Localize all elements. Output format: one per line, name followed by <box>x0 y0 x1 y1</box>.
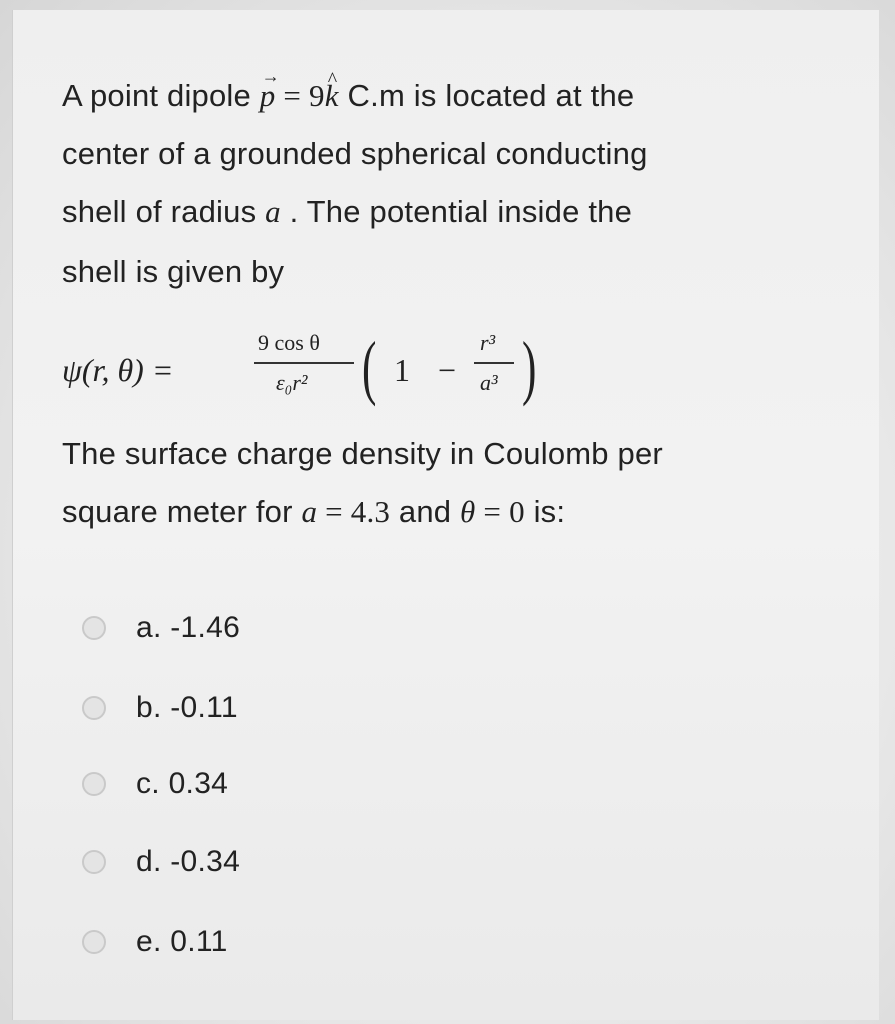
question-line-2: center of a grounded spherical conducting <box>62 136 648 171</box>
equation-minus: − <box>438 352 457 388</box>
question-line-1 <box>62 76 634 116</box>
radio-button[interactable] <box>82 850 106 874</box>
question-line-5: The surface charge density in Coulomb per <box>62 436 663 471</box>
option-label: b. -0.11 <box>136 691 238 724</box>
question-line-3 <box>62 192 632 232</box>
option-label: a. -1.46 <box>136 611 241 644</box>
left-paren: ( <box>362 327 377 407</box>
unit-vector-k: ^ k <box>325 76 339 116</box>
text: C.m is located at the <box>338 78 635 113</box>
potential-equation <box>62 322 582 412</box>
option-label: e. 0.11 <box>136 925 228 958</box>
fraction-denominator: ε₀r² <box>276 370 308 395</box>
fraction2-numerator: r³ <box>480 330 496 355</box>
equation-one: 1 <box>394 352 410 388</box>
equation-lhs: ψ(r, θ) = <box>62 352 174 388</box>
radio-button[interactable] <box>82 616 106 640</box>
text: = 4.3 <box>317 494 391 529</box>
radio-button[interactable] <box>82 930 106 954</box>
fraction2-bar <box>474 362 514 364</box>
text: and <box>390 494 461 529</box>
question-line-4: shell is given by <box>62 254 285 289</box>
answer-option-e[interactable] <box>82 922 228 962</box>
text: shell of radius <box>62 194 266 229</box>
answer-option-b[interactable] <box>82 688 238 728</box>
dipole-vector-p: → p <box>260 76 276 116</box>
fraction2-denominator: a³ <box>480 370 498 395</box>
text: square meter for <box>62 494 302 529</box>
option-label: d. -0.34 <box>136 845 241 878</box>
fraction-numerator: 9 cos θ <box>258 330 320 355</box>
radius-variable: a <box>265 194 281 229</box>
theta-variable: θ <box>460 494 476 529</box>
text: A point dipole <box>62 78 260 113</box>
radio-button[interactable] <box>82 696 106 720</box>
text: is: <box>524 494 566 529</box>
radio-button[interactable] <box>82 772 106 796</box>
answer-option-d[interactable] <box>82 842 240 882</box>
text: = 0 <box>475 494 525 529</box>
option-label: c. 0.34 <box>136 767 229 800</box>
text: = 9 <box>275 78 325 113</box>
question-line-6 <box>62 492 565 532</box>
text: . The potential inside the <box>280 194 633 229</box>
radius-variable: a <box>301 494 318 529</box>
answer-option-c[interactable] <box>82 764 228 804</box>
fraction-bar <box>254 362 354 364</box>
answer-option-a[interactable] <box>82 608 240 648</box>
right-paren: ) <box>522 327 537 407</box>
